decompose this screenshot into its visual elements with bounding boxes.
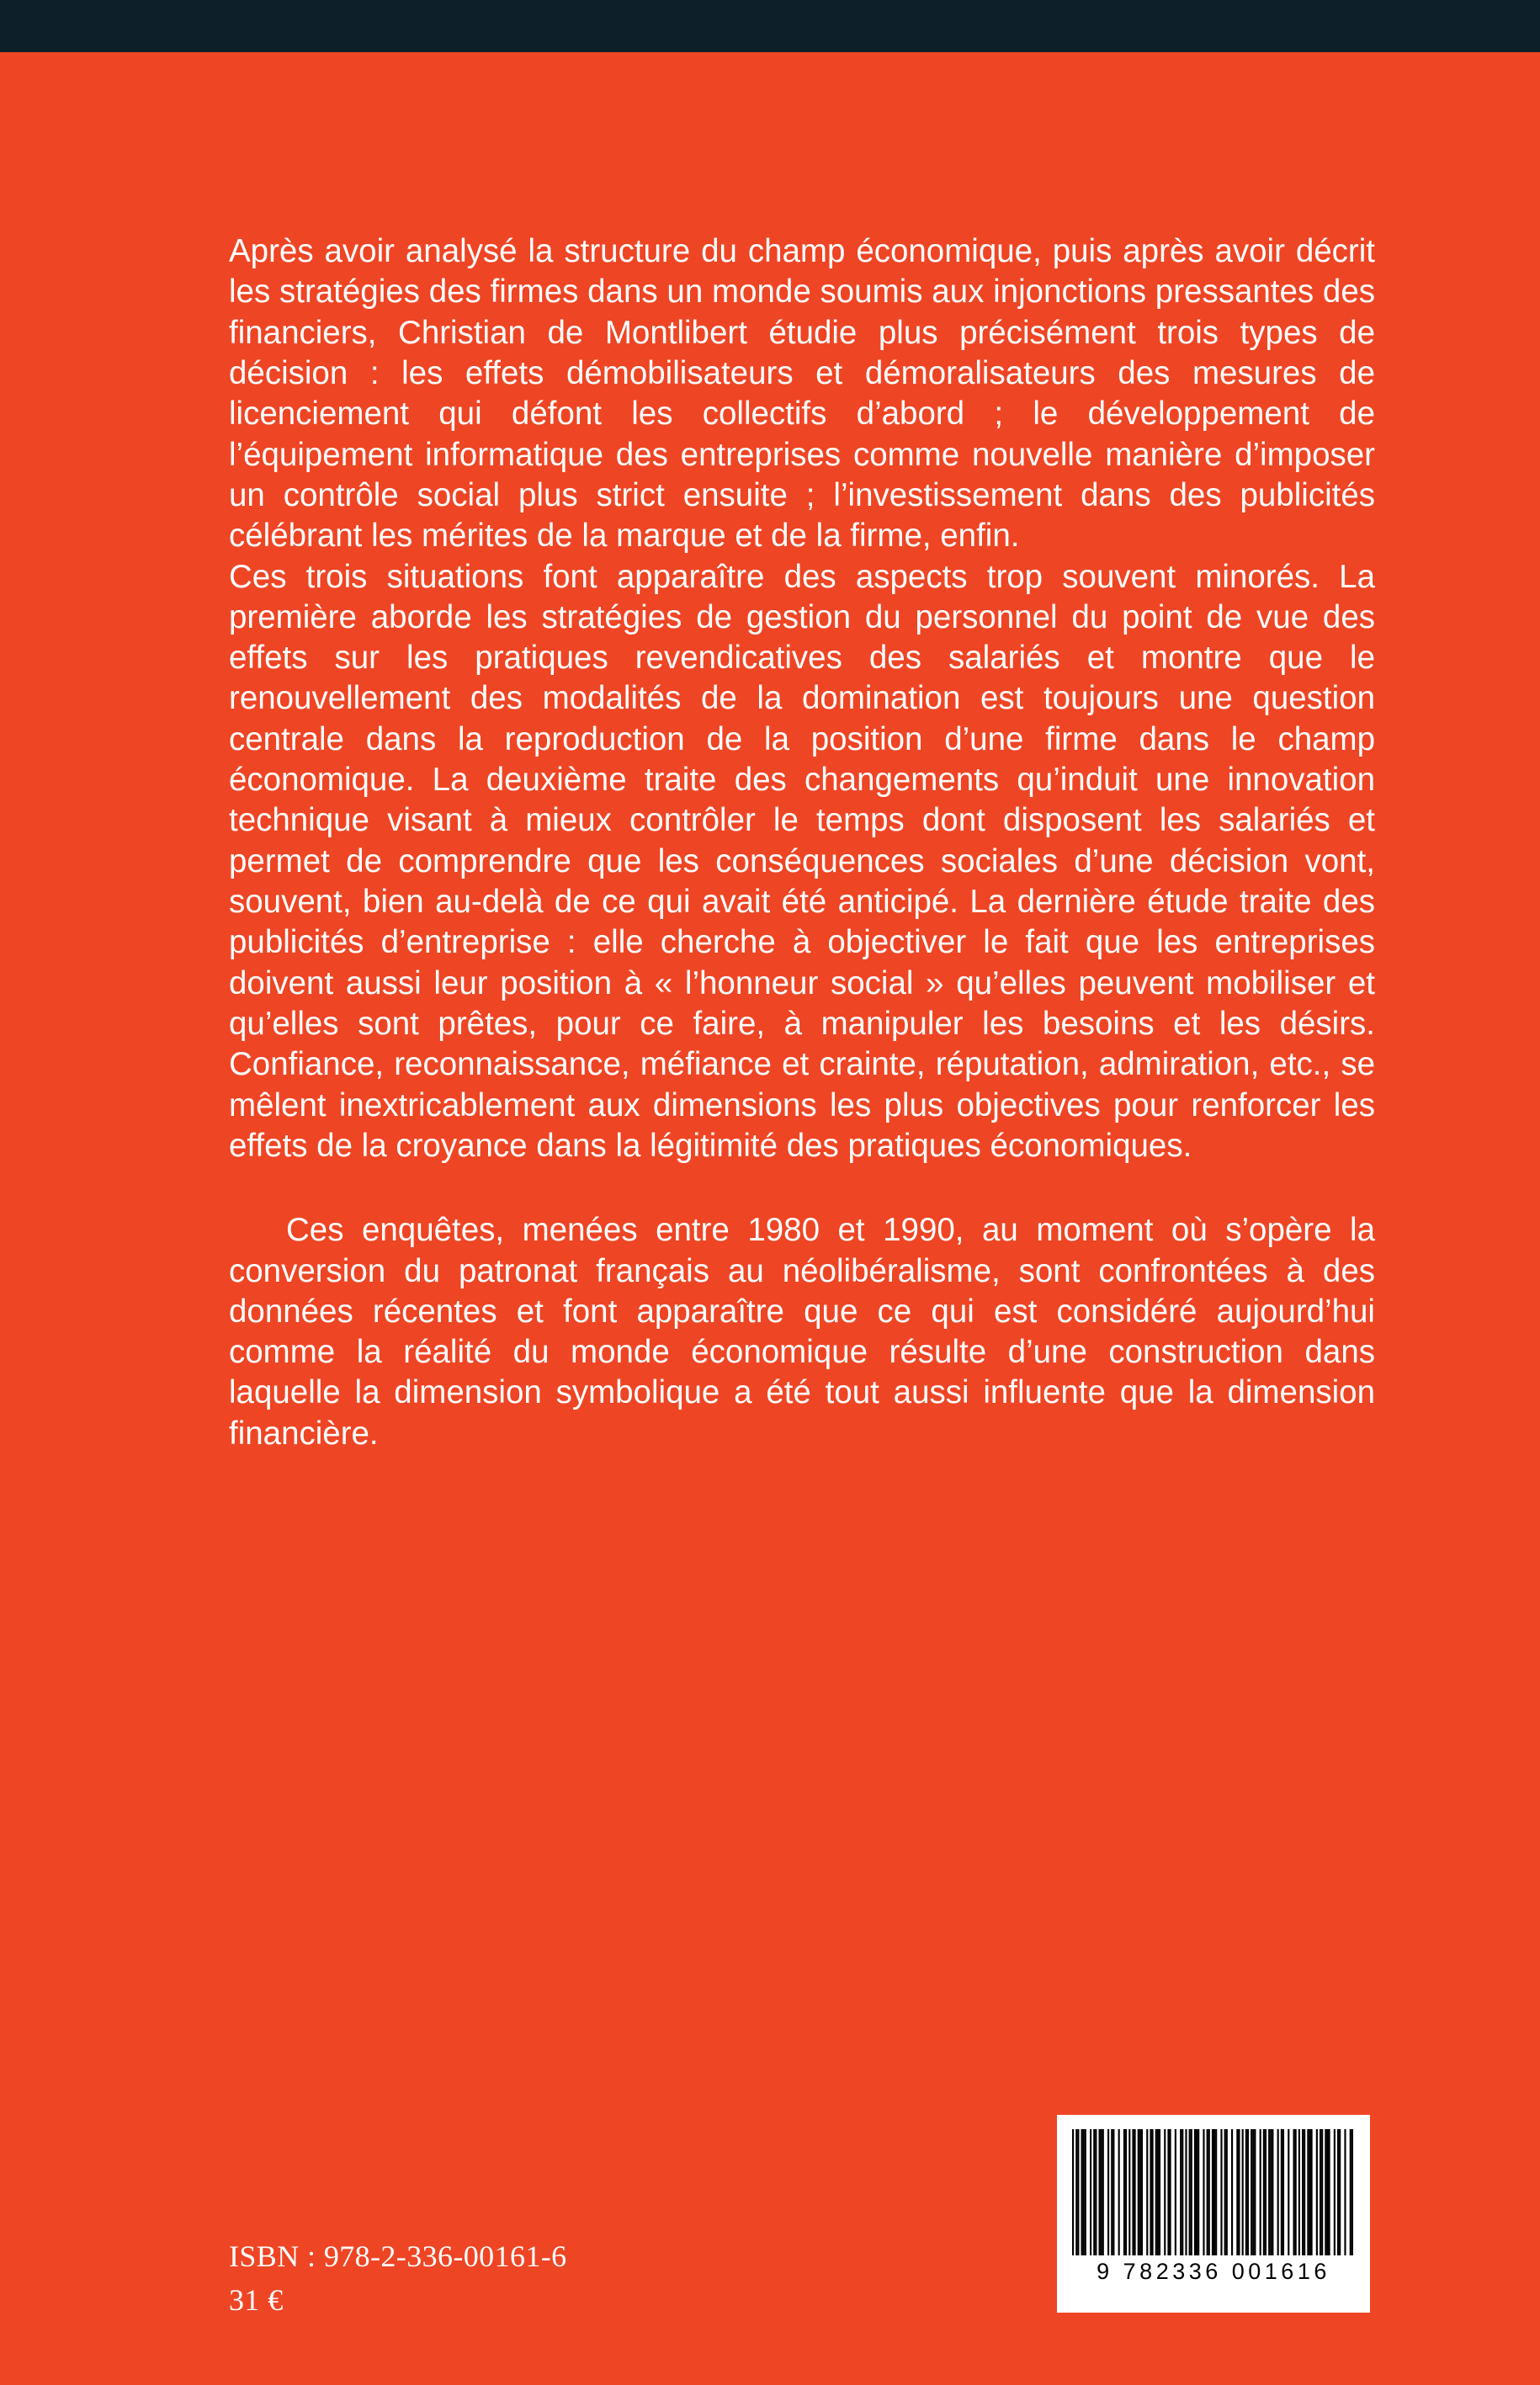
- blurb-paragraph-2: Ces trois situations font apparaître des aspects trop souvent minorés. La première aborde les stratégies de gestion du personnel du point de vue des effets sur les pratiques revendicatives des salariés et montre que le renouvellement des modalités de la domination est toujours une question centrale dans la reproduction de la position d’une firme dans le champ économique. La deuxième traite des changements qu’induit une innovation technique visant à mieux contrôler le temps dont disposent les salariés et permet de comprendre que les conséquences sociales d’une décision vont, souvent, bien au-delà de ce qui avait été anticipé. La dernière étude traite des publicités d’entreprise : elle cherche à objectiver le fait que les entreprises doivent aussi leur position à « l’honneur social » qu’elles peuvent mobiliser et qu’elles sont prêtes, pour ce faire, à manipuler les besoins et les désirs. Confiance, reconnaissance, méfiance et crainte, réputation, admiration, etc., se mêlent inextricablement aux dimensions les plus objectives pour renforcer les effets de la croyance dans la légitimité des pratiques économiques.: [229, 558, 1375, 1164]
- isbn-text: ISBN : 978-2-336-00161-6: [229, 2239, 567, 2273]
- blurb-paragraph-1: Après avoir analysé la structure du champ économique, puis après avoir décrit les stratégies des firmes dans un monde soumis aux injonctions pressantes des financiers, Christian de Montlibert étudie plus précisément trois types de décision : les effets démobilisateurs et démoralisateurs des mesures de licenciement qui défont les collectifs d’abord ; le développement de l’équipement informatique des entreprises comme nouvelle manière d’imposer un contrôle social plus strict ensuite ; l’investissement dans des publicités célébrant les mérites de la marque et de la firme, enfin.: [229, 233, 1375, 555]
- isbn-price-block: [229, 2234, 567, 2322]
- blurb-text: [229, 231, 1375, 1454]
- barcode-bars-icon: [1072, 2129, 1355, 2255]
- barcode: [1057, 2115, 1370, 2313]
- price-text: 31 €: [229, 2283, 284, 2318]
- top-bar: [0, 0, 1540, 52]
- blurb-paragraph-3: Ces enquêtes, menées entre 1980 et 1990, au moment où s’opère la conversion du patronat français au néolibéralisme, sont confrontées à des données récentes et font apparaître que ce qui est considéré aujourd’hui comme la réalité du monde économique résulte d’une construction dans laquelle la dimension symbolique a été tout aussi influente que la dimension financière.: [229, 1212, 1375, 1452]
- barcode-digits: 9 782336 001616: [1097, 2259, 1330, 2284]
